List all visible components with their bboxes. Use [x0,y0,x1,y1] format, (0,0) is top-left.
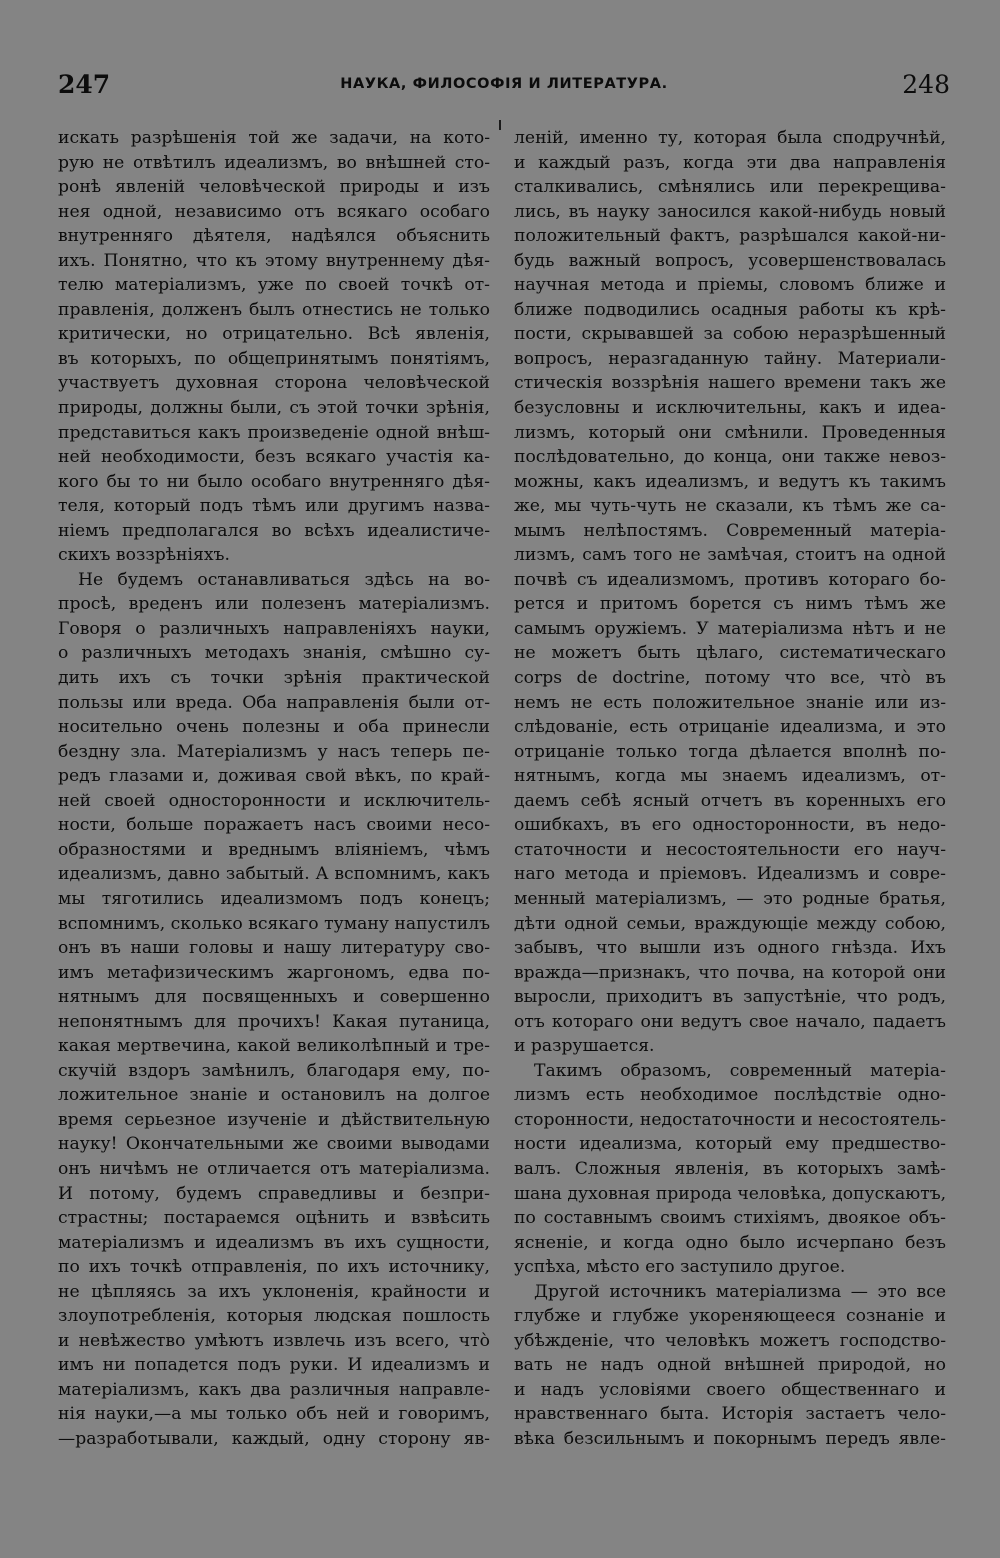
text-line: имъ ни попадется подъ руки. И идеализмъ и [58,1355,490,1376]
text-line: злоупотребленія, которыя людская пошлость [58,1306,490,1327]
text-line: убѣжденіе, что человѣкъ можетъ господство- [514,1330,946,1351]
text-line: можны, какъ идеализмъ, и ведутъ къ такимъ [514,471,946,492]
text-line: выросли, приходитъ въ запустѣніе, что родъ, [514,987,946,1008]
text-line: и надъ условіями своего общественнаго и [514,1379,946,1400]
text-line: скихъ воззрѣніяхъ. [58,545,230,566]
text-line: образностями и вреднымъ вліяніемъ, чѣмъ [58,839,490,860]
text-line: въ которыхъ, по общепринятымъ понятіямъ, [58,348,490,369]
text-line: пользы или вреда. Оба направленія были от- [58,692,490,713]
text-line: слѣдованіе, есть отрицаніе идеализма, и это [514,717,946,738]
text-line: самымъ оружіемъ. У матеріализма нѣтъ и не [514,618,946,639]
text-line: какая мертвечина, какой великолѣпный и тре- [58,1036,490,1057]
text-line: послѣдовательно, до конца, они также невоз- [514,447,946,468]
text-line: онъ въ наши головы и нашу литературу сво- [58,938,490,959]
text-line: забывъ, что вышли изъ одного гнѣзда. Ихъ [514,938,946,959]
running-title: НАУКА, ФИЛОСОФІЯ И ЛИТЕРАТУРА. [340,76,668,92]
text-line: мымъ нелѣпостямъ. Современный матеріа- [514,520,946,541]
text-line: и разрушается. [514,1036,655,1057]
text-line: мы тяготились идеализмомъ подъ конецъ; [58,888,490,909]
text-line: вать не надъ одной внѣшней природой, но [514,1355,946,1376]
text-line: внутренняго дѣятеля, надѣялся объяснить [58,226,490,247]
text-line: природы, должны были, съ этой точки зрѣнія, [58,398,490,419]
text-line: ближе подводились осадныя работы къ крѣ- [514,299,946,320]
text-line: вопросъ, неразгаданную тайну. Материали- [514,348,946,369]
text-line: ронѣ явленій человѣческой природы и изъ [58,177,490,198]
text-line: и каждый разъ, когда эти два направленія [514,152,946,173]
text-line: участвуетъ духовная сторона человѣческой [58,373,490,394]
text-line: редъ глазами и, доживая свой вѣкъ, по край- [58,766,490,787]
text-line: непонятнымъ для прочихъ! Какая путаница, [58,1011,490,1032]
text-line: Не будемъ останавливаться здѣсь на во- [78,569,490,590]
text-line: теля, который подъ тѣмъ или другимъ назва- [58,496,490,517]
text-line: ихъ. Понятно, что къ этому внутреннему дѣя- [58,250,490,271]
text-line: научная метода и пріемы, словомъ ближе и [514,275,946,296]
text-line: ней необходимости, безъ всякаго участія ка- [58,447,490,468]
text-line: пости, скрывавшей за собою неразрѣшенный [514,324,946,345]
text-line: шана духовная природа человѣка, допускаютъ, [514,1183,947,1204]
text-line: страстны; постараемся оцѣнить и взвѣсить [58,1208,490,1229]
text-line: лизмъ есть необходимое послѣдствіе одно- [514,1085,946,1106]
text-line: стическія воззрѣнія нашего времени такъ же [514,373,946,394]
text-line: статочности и несостоятельности его науч- [514,839,946,860]
text-line: представиться какъ произведеніе одной внѣш- [58,422,490,443]
text-line: сталкивались, смѣнялись или перекрещива- [514,177,946,198]
text-line: немъ не есть положительное знаніе или из- [514,692,946,713]
text-line: corps de doctrine, потому что все, что̀ въ [514,668,946,689]
text-line: телю матеріализмъ, уже по своей точкѣ от- [58,275,490,296]
text-line: И потому, будемъ справедливы и безпри- [58,1183,490,1204]
text-line: просѣ, вреденъ или полезенъ матеріализмъ. [58,594,490,615]
text-line: имъ метафизическимъ жаргономъ, едва по- [58,962,490,983]
text-line: нія науки,—а мы только объ ней и говоримъ, [58,1404,490,1425]
text-line: Другой источникъ матеріализма — это все [534,1281,946,1302]
text-line: вражда—признакъ, что почва, на которой они [514,962,946,983]
right-page-number: 248 [902,70,950,99]
text-line: нея одной, независимо отъ всякаго особаго [58,201,490,222]
text-line: науку! Окончательными же своими выводами [58,1134,490,1155]
text-line: по составнымъ своимъ стихіямъ, двоякое объ- [514,1208,946,1229]
text-line: правленія, долженъ былъ отнестись не только [58,299,490,320]
text-line: —разработывали, каждый, одну сторону яв- [58,1428,490,1449]
text-line: и невѣжество умѣютъ извлечь изъ всего, что̀ [58,1330,490,1351]
text-line: матеріализмъ и идеализмъ въ ихъ сущности, [58,1232,490,1253]
text-line: Такимъ образомъ, современный матеріа- [534,1060,946,1081]
text-line: нравственнаго быта. Исторія застаетъ чело- [514,1404,946,1425]
text-line: ясненіе, и когда одно было исчерпано безъ [514,1232,946,1253]
running-head [58,70,950,104]
text-line: почвѣ съ идеализмомъ, противъ котораго бо- [514,569,946,590]
text-line: глубже и глубже укореняющееся сознаніе и [514,1306,946,1327]
text-line: рется и притомъ борется съ нимъ тѣмъ же [514,594,946,615]
text-line: положительный фактъ, разрѣшался какой-ни- [514,226,946,247]
text-line: лись, въ науку заносился какой-нибудь новый [514,201,946,222]
text-line: успѣха, мѣсто его заступило другое. [514,1257,846,1278]
right-text-column [514,126,946,1452]
text-line: критически, но отрицательно. Всѣ явленія, [58,324,490,345]
text-line: леній, именно ту, которая была сподручнѣй, [514,128,946,148]
text-line: ности идеализма, который ему предшество- [514,1134,946,1155]
text-line: вспомнимъ, сколько всякаго туману напустилъ [58,913,491,934]
text-line: дить ихъ съ точки зрѣнія практической [58,668,490,689]
text-line: по ихъ точкѣ отправленія, по ихъ источнику, [58,1257,490,1278]
text-line: онъ ничѣмъ не отличается отъ матеріализма. [58,1158,490,1179]
text-line: Говоря о различныхъ направленіяхъ науки, [58,618,490,639]
text-line: ложительное знаніе и остановилъ на долгое [58,1085,490,1106]
text-line: лизмъ, самъ того не замѣчая, стоитъ на одной [514,545,946,566]
text-line: же, мы чуть-чуть не сказали, къ тѣмъ же са- [514,496,946,517]
text-line: наго метода и пріемовъ. Идеализмъ и совре- [514,864,946,885]
text-line: менный матеріализмъ, — это родные братья, [514,888,946,909]
left-page-number: 247 [58,70,111,99]
text-line: не можетъ быть цѣлаго, систематическаго [514,643,946,664]
text-line: отрицаніе только тогда дѣлается вполнѣ по- [514,741,946,762]
text-line: дѣти одной семьи, враждующіе между собою, [514,913,946,934]
text-line: кого бы то ни было особаго внутренняго дѣя- [58,471,490,492]
text-line: лизмъ, который они смѣнили. Проведенныя [514,422,946,443]
text-line: нятнымъ для посвященныхъ и совершенно [58,987,490,1008]
text-line: рую не отвѣтилъ идеализмъ, во внѣшней сто- [58,152,490,173]
text-line: будь важный вопросъ, усовершенствовалась [514,250,946,271]
text-line: время серьезное изученіе и дѣйствительную [58,1109,490,1130]
text-line: носительно очень полезны и оба принесли [58,717,490,738]
text-line: вѣка безсильнымъ и покорнымъ передъ явле- [514,1428,946,1449]
text-line: матеріализмъ, какъ два различныя направле- [58,1379,490,1400]
text-line: отъ котораго они ведутъ свое начало, падаетъ [514,1011,946,1032]
text-line: бездну зла. Матеріализмъ у насъ теперь пе- [58,741,490,762]
text-line: нятнымъ, когда мы знаемъ идеализмъ, от- [514,766,946,787]
text-line: даемъ себѣ ясный отчетъ въ коренныхъ его [514,790,946,811]
text-line: скучій вздоръ замѣнилъ, благодаря ему, по- [58,1060,490,1081]
text-line: идеализмъ, давно забытый. А вспомнимъ, какъ [58,864,490,885]
text-line: валъ. Сложныя явленія, въ которыхъ замѣ- [514,1158,946,1179]
text-line: искать разрѣшенія той же задачи, на кото- [58,128,490,148]
left-text-column [58,126,490,1452]
text-line: о различныхъ методахъ знанія, смѣшно су- [58,643,490,664]
text-line: не цѣпляясь за ихъ уклоненія, крайности и [58,1281,490,1302]
text-line: ніемъ предполагался во всѣхъ идеалистиче- [58,520,490,541]
column-divider [499,120,501,130]
text-line: ошибкахъ, въ его односторонности, въ недо- [514,815,946,836]
text-line: ности, больше поражаетъ насъ своими несо- [58,815,490,836]
text-line: сторонности, недостаточности и несостоятель- [514,1109,946,1130]
text-line: ней своей односторонности и исключитель- [58,790,490,811]
text-line: безусловны и исключительны, какъ и идеа- [514,398,946,419]
